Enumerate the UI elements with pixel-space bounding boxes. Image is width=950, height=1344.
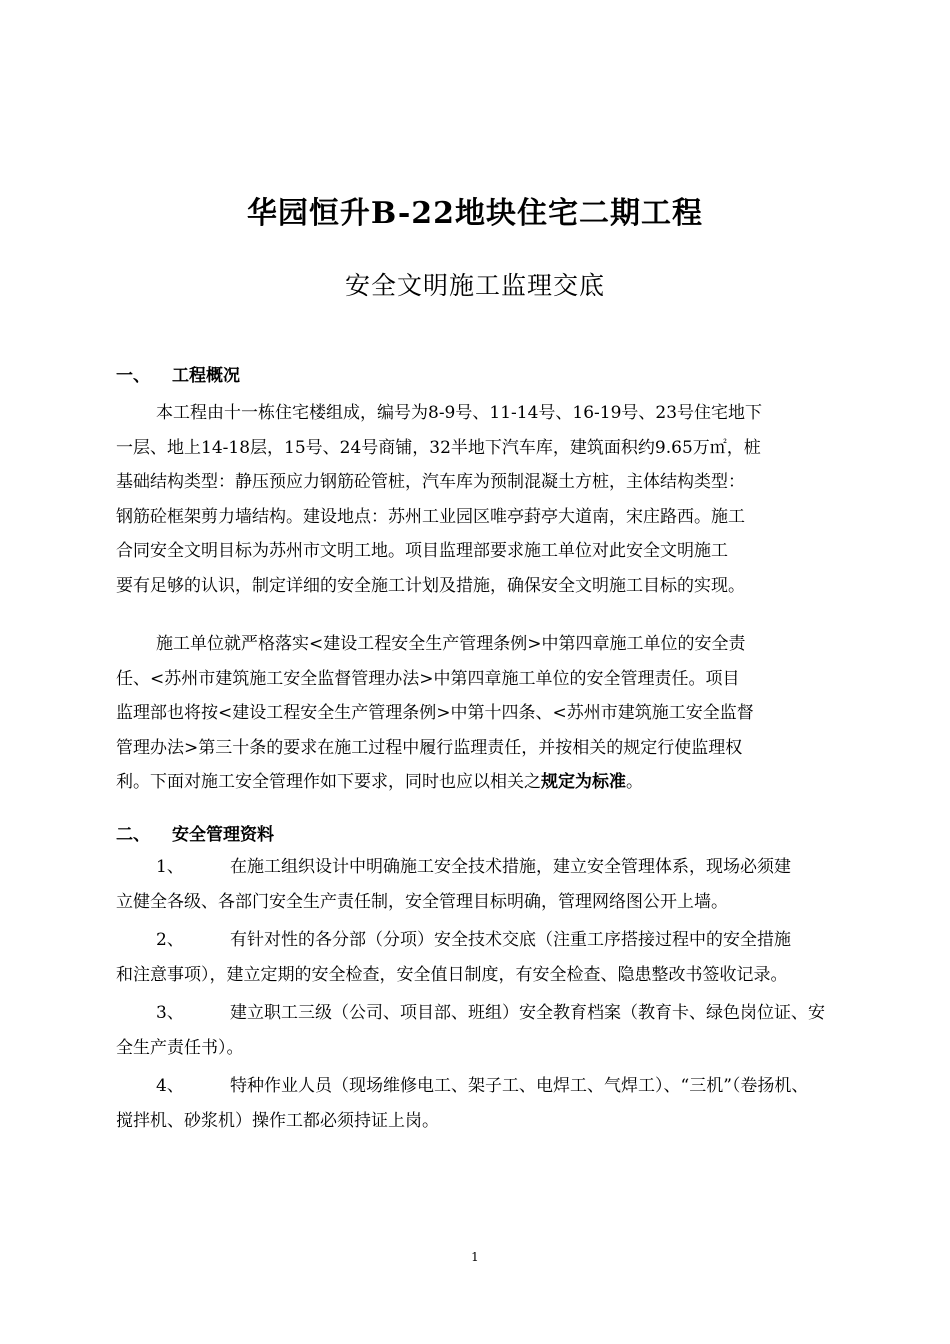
item-text: 在施工组织设计中明确施工安全技术措施，建立安全管理体系，现场必须建 [230,857,791,877]
paragraph-bold-text: 规定为标准 [541,772,626,792]
page-number: 1 [471,1250,479,1264]
item-text: 建立职工三级（公司、项目部、班组）安全教育档案（教育卡、绿色岗位证、安 [230,1003,825,1023]
list-item [116,996,856,1065]
section-title: 安全管理资料 [172,825,274,845]
item-number: 3、 [156,1003,184,1023]
section-heading-safety-records [116,820,274,845]
list-item [116,1069,856,1138]
paragraph-line: 管理办法>第三十条的要求在施工过程中履行监理责任，并按相关的规定行使监理权 [116,737,743,758]
item-text-continued: 全生产责任书）。 [116,1037,244,1058]
item-number: 1、 [156,857,184,877]
paragraph-line: 合同安全文明目标为苏州市文明工地。项目监理部要求施工单位对此安全文明施工 [116,541,728,561]
paragraph-line: 任、<苏州市建筑施工安全监督管理办法>中第四章施工单位的安全管理责任。项目 [116,668,740,689]
paragraph-responsibilities [116,627,836,800]
section-heading-overview [116,361,240,386]
item-number: 4、 [156,1076,184,1096]
item-text-continued: 搅拌机、砂浆机）操作工都必须持证上岗。 [116,1110,439,1131]
paragraph-line: 施工单位就严格落实<建设工程安全生产管理条例>中第四章施工单位的安全责 [156,634,746,654]
paragraph-line: 要有足够的认识，制定详细的安全施工计划及措施，确保安全文明施工目标的实现。 [116,575,745,596]
paragraph-line-last [116,765,836,800]
paragraph-line: 监理部也将按<建设工程安全生产管理条例>中第十四条、<苏州市建筑施工安全监督 [116,703,754,723]
item-text: 有针对性的各分部（分项）安全技术交底（注重工序搭接过程中的安全措施 [230,930,791,950]
paragraph-line: 本工程由十一栋住宅楼组成，编号为8-9号、11-14号、16-19号、23号住宅地下 [156,403,763,423]
item-text-continued: 立健全各级、各部门安全生产责任制，安全管理目标明确，管理网络图公开上墙。 [116,891,728,912]
paragraph-project-overview [116,396,836,603]
item-number: 2、 [156,930,184,950]
section-number: 二、 [116,825,150,845]
list-item [116,850,856,919]
section-title: 工程概况 [172,366,240,386]
paragraph-line: 一层、地上14-18层，15号、24号商铺，32半地下汽车库，建筑面积约9.65万㎡，桩 [116,437,761,458]
paragraph-text: 。 [626,772,643,792]
document-subtitle: 安全文明施工监理交底 [344,271,605,300]
item-text: 特种作业人员（现场维修电工、架子工、电焊工、气焊工）、“三机”（卷扬机、 [230,1076,809,1096]
section-number: 一、 [116,366,150,386]
paragraph-line: 钢筋砼框架剪力墙结构。建设地点：苏州工业园区唯亭葑亭大道南，宋庄路西。施工 [116,506,745,527]
paragraph-text: 利。下面对施工安全管理作如下要求，同时也应以相关之 [116,772,541,792]
document-title: 华园恒升B-22地块住宅二期工程 [246,196,704,231]
list-item [116,923,856,992]
item-text-continued: 和注意事项），建立定期的安全检查，安全值日制度，有安全检查、隐患整改书签收记录。 [116,964,788,985]
paragraph-line: 基础结构类型：静压预应力钢筋砼管桩，汽车库为预制混凝土方桩，主体结构类型： [116,472,745,492]
